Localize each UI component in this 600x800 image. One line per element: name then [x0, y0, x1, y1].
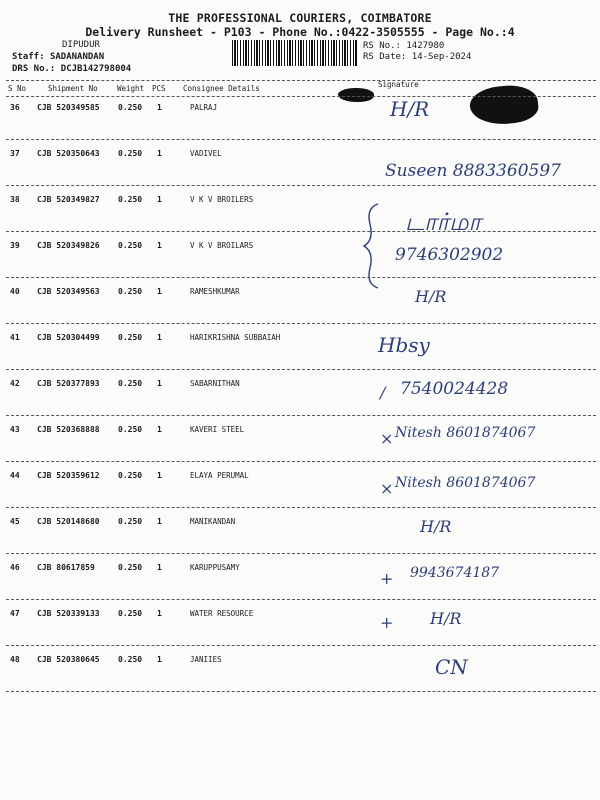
row-consignee: V K V BROILERS: [190, 195, 254, 204]
table-row: [0, 609, 600, 655]
rs-date-label: RS Date:: [363, 52, 407, 62]
staff-name: SADANANDAN: [49, 52, 105, 62]
signature-mark: ×: [380, 429, 394, 448]
row-sn: 47: [10, 609, 20, 618]
row-sn: 41: [10, 333, 20, 342]
row-sn: 43: [10, 425, 20, 434]
col-pcs: PCS: [152, 84, 166, 93]
row-sn: 46: [10, 563, 20, 572]
row-divider: [6, 507, 596, 508]
table-row: [0, 425, 600, 471]
handwritten-signature: Hbsy: [378, 333, 430, 357]
row-weight: 0.250: [118, 563, 143, 572]
handwritten-signature: Suseen 8883360597: [385, 161, 561, 181]
row-consignee: KAVERI STEEL: [190, 425, 245, 434]
handwritten-signature: 9746302902: [395, 245, 504, 265]
barcode: [232, 40, 357, 66]
row-shipment-no: CJB 520359612: [37, 471, 100, 480]
handwritten-signature: H/R: [390, 97, 430, 121]
row-weight: 0.250: [118, 655, 143, 664]
row-sn: 48: [10, 655, 20, 664]
row-weight: 0.250: [118, 103, 143, 112]
row-divider: [6, 599, 596, 600]
row-sn: 39: [10, 241, 20, 250]
row-weight: 0.250: [118, 379, 143, 388]
document-title: THE PROFESSIONAL COURIERS, COIMBATORE: [168, 11, 432, 25]
row-consignee: KARUPPUSAMY: [190, 563, 240, 572]
signature-bracket: [360, 200, 400, 290]
row-divider: [6, 415, 596, 416]
handwritten-signature: Nitesh 8601874067: [395, 425, 536, 441]
row-sn: 37: [10, 149, 20, 158]
row-pcs: 1: [157, 149, 162, 158]
row-consignee: PALRAJ: [190, 103, 218, 112]
rs-date-line: [363, 52, 471, 62]
signature-mark: ×: [380, 479, 394, 498]
row-sn: 42: [10, 379, 20, 388]
row-shipment-no: CJB 520349826: [37, 241, 100, 250]
row-shipment-no: CJB 80617859: [37, 563, 95, 572]
row-pcs: 1: [157, 471, 162, 480]
signature-scribble: டார்மா: [405, 208, 482, 236]
row-pcs: 1: [157, 287, 162, 296]
handwritten-signature: 7540024428: [400, 379, 509, 399]
row-divider: [6, 277, 596, 278]
table-row: [0, 471, 600, 517]
row-shipment-no: CJB 520377893: [37, 379, 100, 388]
row-pcs: 1: [157, 563, 162, 572]
row-consignee: HARIKRISHNA SUBBAIAH: [190, 333, 281, 342]
staff-label: Staff:: [12, 52, 45, 62]
runsheet-subtitle: Delivery Runsheet - P103 - Phone No.:0422-3505555 - Page No.:4: [85, 25, 515, 39]
row-weight: 0.250: [118, 149, 143, 158]
row-pcs: 1: [157, 195, 162, 204]
row-weight: 0.250: [118, 241, 143, 250]
ink-smudge-small: [338, 88, 374, 102]
row-shipment-no: CJB 520350643: [37, 149, 100, 158]
handwritten-signature: 9943674187: [410, 565, 500, 581]
row-consignee: JANIIES: [190, 655, 222, 664]
row-sn: 44: [10, 471, 20, 480]
row-sn: 38: [10, 195, 20, 204]
handwritten-signature: Nitesh 8601874067: [395, 475, 536, 491]
row-pcs: 1: [157, 425, 162, 434]
table-row: [0, 241, 600, 287]
row-divider: [6, 461, 596, 462]
col-shipment: Shipment No: [48, 84, 98, 93]
handwritten-signature: H/R: [420, 517, 452, 536]
table-row: [0, 287, 600, 333]
row-pcs: 1: [157, 379, 162, 388]
header-divider-bottom: [6, 96, 596, 97]
row-divider: [6, 553, 596, 554]
row-consignee: SABARNITHAN: [190, 379, 240, 388]
col-signature: Signature: [378, 80, 419, 89]
row-weight: 0.250: [118, 517, 143, 526]
rs-no-label: RS No.:: [363, 41, 401, 51]
row-shipment-no: CJB 520349563: [37, 287, 100, 296]
row-divider: [6, 323, 596, 324]
row-consignee: V K V BROILARS: [190, 241, 254, 250]
row-pcs: 1: [157, 609, 162, 618]
row-weight: 0.250: [118, 287, 143, 296]
row-pcs: 1: [157, 333, 162, 342]
handwritten-signature: H/R: [415, 287, 447, 306]
rs-no: 1427980: [406, 41, 445, 51]
drs-number: DCJB142798004: [60, 64, 132, 74]
table-row: [0, 563, 600, 609]
row-shipment-no: CJB 520349827: [37, 195, 100, 204]
row-weight: 0.250: [118, 471, 143, 480]
signature-mark: /: [380, 383, 386, 402]
row-pcs: 1: [157, 517, 162, 526]
row-pcs: 1: [157, 241, 162, 250]
row-shipment-no: CJB 520339133: [37, 609, 100, 618]
row-divider: [6, 691, 596, 692]
row-sn: 36: [10, 103, 20, 112]
signature-mark: +: [380, 613, 394, 632]
row-shipment-no: CJB 520148680: [37, 517, 100, 526]
row-consignee: ELAYA PERUMAL: [190, 471, 249, 480]
row-shipment-no: CJB 520304499: [37, 333, 100, 342]
rs-no-line: [363, 41, 444, 51]
row-consignee: MANIKANDAN: [190, 517, 236, 526]
col-sn: S No: [8, 84, 27, 93]
table-row: [0, 655, 600, 701]
table-row: [0, 149, 600, 195]
row-divider: [6, 645, 596, 646]
row-sn: 45: [10, 517, 20, 526]
row-sn: 40: [10, 287, 20, 296]
row-weight: 0.250: [118, 425, 143, 434]
handwritten-signature: H/R: [430, 609, 462, 628]
rs-date: 14-Sep-2024: [411, 52, 472, 62]
row-divider: [6, 185, 596, 186]
row-consignee: VADIVEL: [190, 149, 222, 158]
row-divider: [6, 139, 596, 140]
row-consignee: WATER RESOURCE: [190, 609, 254, 618]
staff-line: [12, 52, 104, 62]
table-row: [0, 97, 600, 149]
col-weight: Weight: [117, 84, 145, 93]
table-row: [0, 333, 600, 379]
row-pcs: 1: [157, 655, 162, 664]
col-consignee: Consignee Details: [183, 84, 260, 93]
row-shipment-no: CJB 520368888: [37, 425, 100, 434]
drs-label: DRS No.:: [12, 64, 56, 74]
table-row: [0, 517, 600, 563]
row-pcs: 1: [157, 103, 162, 112]
table-row: [0, 195, 600, 241]
header-divider-top: [6, 80, 596, 81]
row-shipment-no: CJB 520380645: [37, 655, 100, 664]
drs-line: [12, 64, 131, 74]
row-weight: 0.250: [118, 609, 143, 618]
row-consignee: RAMESHKUMAR: [190, 287, 240, 296]
table-row: [0, 379, 600, 425]
handwritten-signature: CN: [435, 655, 468, 679]
row-shipment-no: CJB 520349585: [37, 103, 100, 112]
row-divider: [6, 231, 596, 232]
row-weight: 0.250: [118, 333, 143, 342]
signature-mark: +: [380, 569, 394, 588]
row-weight: 0.250: [118, 195, 143, 204]
row-divider: [6, 369, 596, 370]
branch-name: DIPUDUR: [62, 40, 100, 50]
